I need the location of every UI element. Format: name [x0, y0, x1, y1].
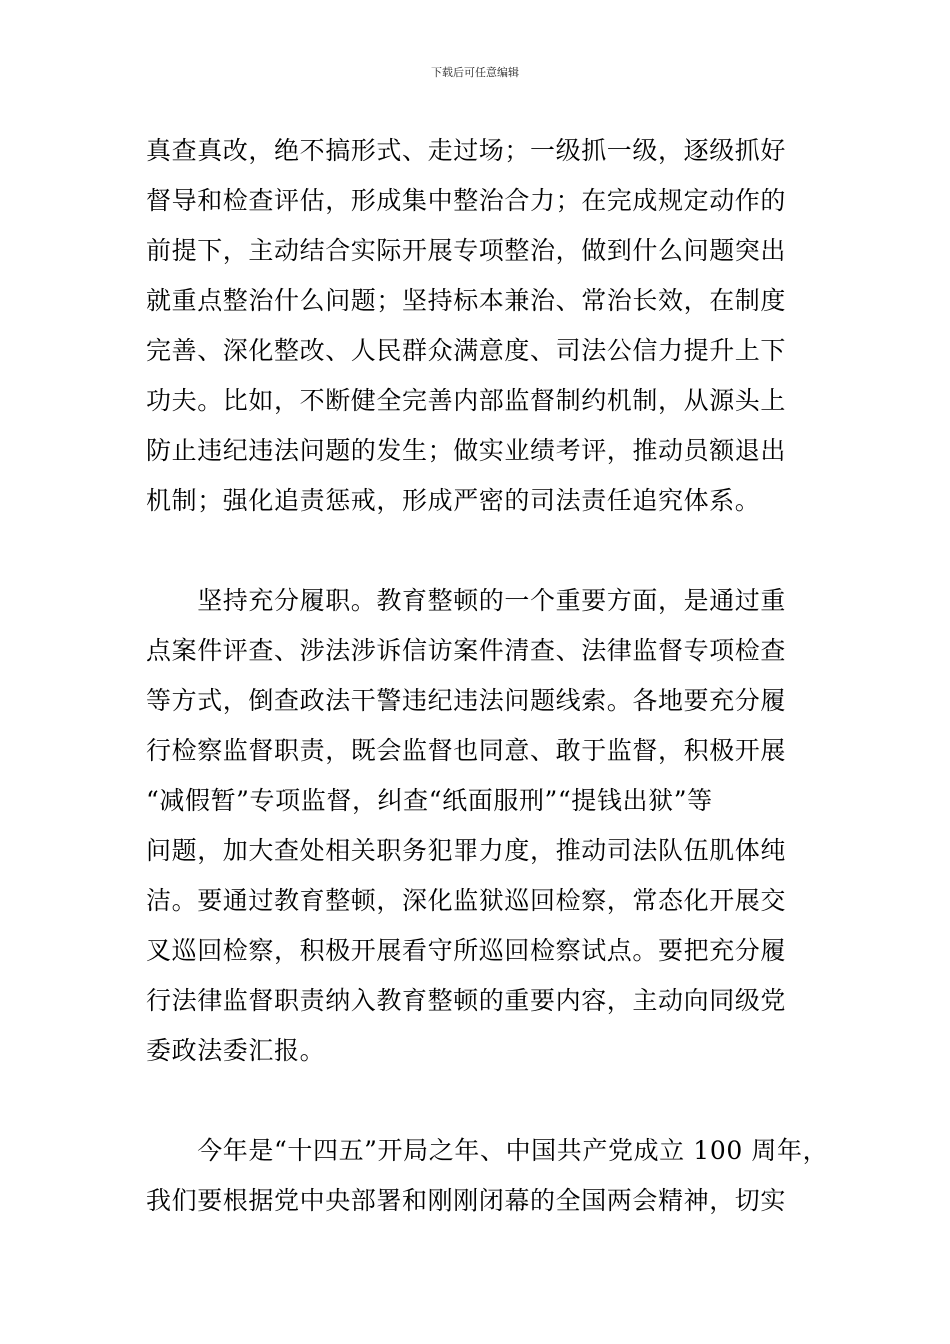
text-line: 等方式，倒查政法干警违纪违法问题线索。各地要充分履 — [146, 686, 787, 715]
text-line: 功夫。比如，不断健全完善内部监督制约机制，从源头上 — [146, 386, 787, 415]
text-line: 行法律监督职责纳入教育整顿的重要内容，主动向同级党 — [146, 986, 787, 1015]
text-line: 机制；强化追责惩戒，形成严密的司法责任追究体系。 — [146, 486, 761, 515]
text-line: 行检察监督职责，既会监督也同意、敢于监督，积极开展 — [146, 736, 787, 765]
text-line: “减假暂”专项监督，纠查“纸面服刑”“提钱出狱”等 — [146, 786, 713, 815]
text-line: 委政法委汇报。 — [146, 1036, 326, 1065]
text-line: 今年是“十四五”开局之年、中国共产党成立 100 周年， — [146, 1136, 829, 1165]
paragraph-1 — [146, 126, 810, 526]
paragraph-3 — [146, 1126, 829, 1226]
paragraph-2 — [146, 576, 810, 1076]
text-line: 洁。要通过教育整顿，深化监狱巡回检察，常态化开展交 — [146, 886, 787, 915]
text-line: 点案件评查、涉法涉诉信访案件清查、法律监督专项检查 — [146, 636, 787, 665]
text-line: 我们要根据党中央部署和刚刚闭幕的全国两会精神，切实 — [146, 1186, 787, 1215]
paragraph-spacer — [146, 1076, 810, 1126]
text-line: 坚持充分履职。教育整顿的一个重要方面，是通过重 — [146, 586, 787, 615]
paragraph-spacer — [146, 526, 810, 576]
text-line: 叉巡回检察，积极开展看守所巡回检察试点。要把充分履 — [146, 936, 787, 965]
text-line: 就重点整治什么问题；坚持标本兼治、常治长效，在制度 — [146, 286, 787, 315]
document-body — [146, 126, 829, 1226]
page-header: 下载后可任意编辑 — [431, 66, 519, 79]
text-line: 防止违纪违法问题的发生；做实业绩考评，推动员额退出 — [146, 436, 787, 465]
text-line: 前提下，主动结合实际开展专项整治，做到什么问题突出 — [146, 236, 787, 265]
text-line: 完善、深化整改、人民群众满意度、司法公信力提升上下 — [146, 336, 787, 365]
text-line: 问题，加大查处相关职务犯罪力度，推动司法队伍肌体纯 — [146, 836, 787, 865]
text-line: 督导和检查评估，形成集中整治合力；在完成规定动作的 — [146, 186, 787, 215]
text-line: 真查真改，绝不搞形式、走过场；一级抓一级，逐级抓好 — [146, 136, 787, 165]
